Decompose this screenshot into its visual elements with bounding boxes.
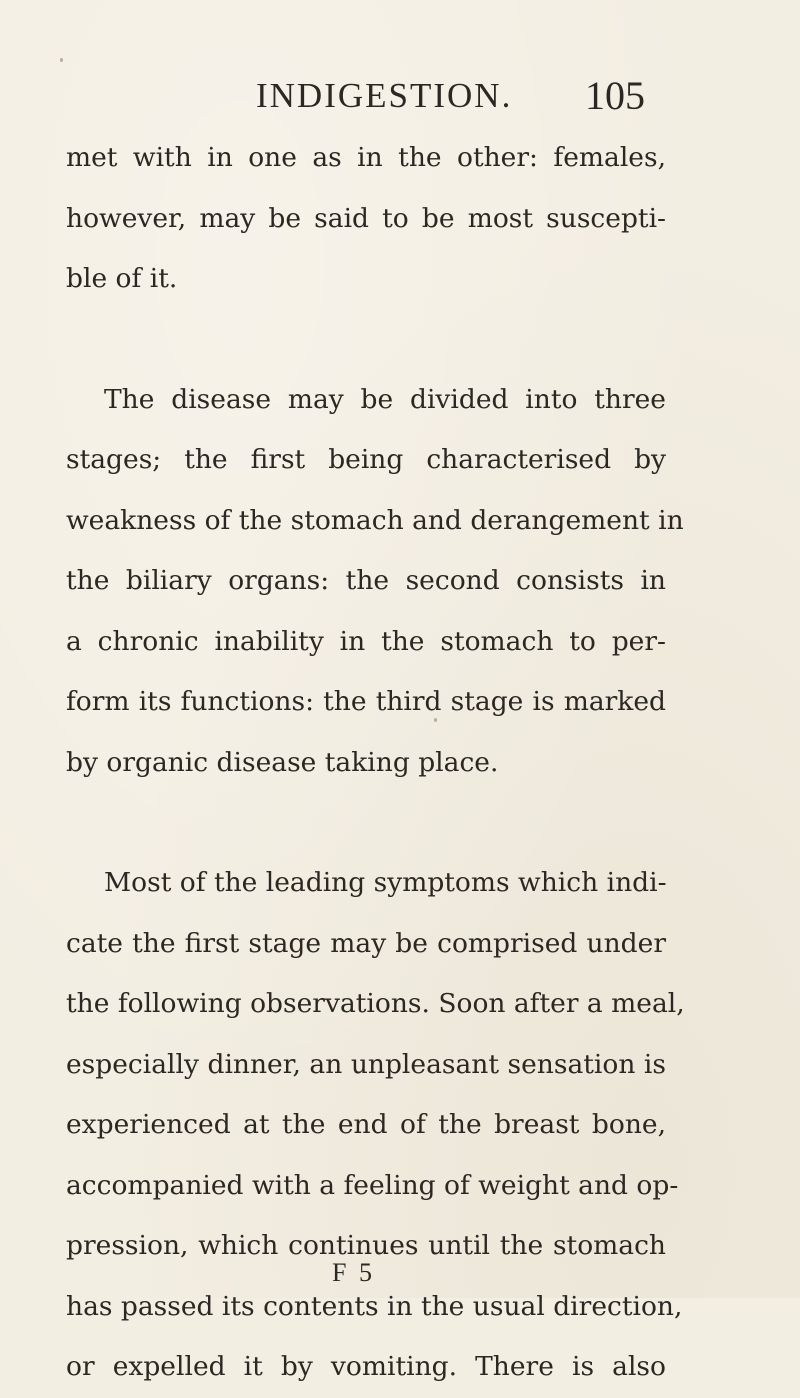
text-line: the following observations. Soon after a meal, [66, 988, 685, 1019]
text-line: the biliary organs: the second consists in [66, 565, 666, 596]
text-line: cate the first stage may be comprised under [66, 927, 666, 959]
text-line: form its functions: the third stage is marked [66, 686, 666, 717]
paper-speck [60, 58, 63, 62]
paragraph [66, 370, 684, 794]
page-number: 105 [585, 73, 645, 118]
paragraph-spacer [66, 793, 666, 853]
paragraph [66, 853, 685, 1398]
text-line: has passed its contents in the usual direction, [66, 1290, 683, 1322]
text-line: by organic disease taking place. [66, 746, 499, 778]
text-line: pression, which continues until the stomach [66, 1230, 666, 1261]
text-line: or expelled it by vomiting. There is also [66, 1351, 666, 1382]
text-line: Most of the leading symptoms which indi- [104, 867, 667, 898]
text-line: weakness of the stomach and derangement in [66, 504, 684, 536]
text-line: The disease may be divided into three [104, 383, 666, 415]
body-text [66, 128, 685, 1398]
text-line: experienced at the end of the breast bone, [66, 1109, 666, 1140]
text-line: especially dinner, an unpleasant sensation is [66, 1048, 666, 1080]
text-line: accompanied with a feeling of weight and op- [66, 1169, 679, 1201]
signature-mark: F 5 [332, 1258, 375, 1287]
running-head: INDIGESTION. [256, 76, 513, 115]
paragraph-spacer [66, 310, 666, 370]
text-line: stages; the first being characterised by [66, 444, 666, 475]
paragraph [66, 128, 666, 310]
text-line: a chronic inability in the stomach to per- [66, 625, 666, 657]
text-line: met with in one as in the other: females, [66, 142, 666, 173]
text-line: ble of it. [66, 263, 178, 294]
text-line: however, may be said to be most suscepti- [66, 202, 666, 234]
page-header [0, 72, 800, 122]
